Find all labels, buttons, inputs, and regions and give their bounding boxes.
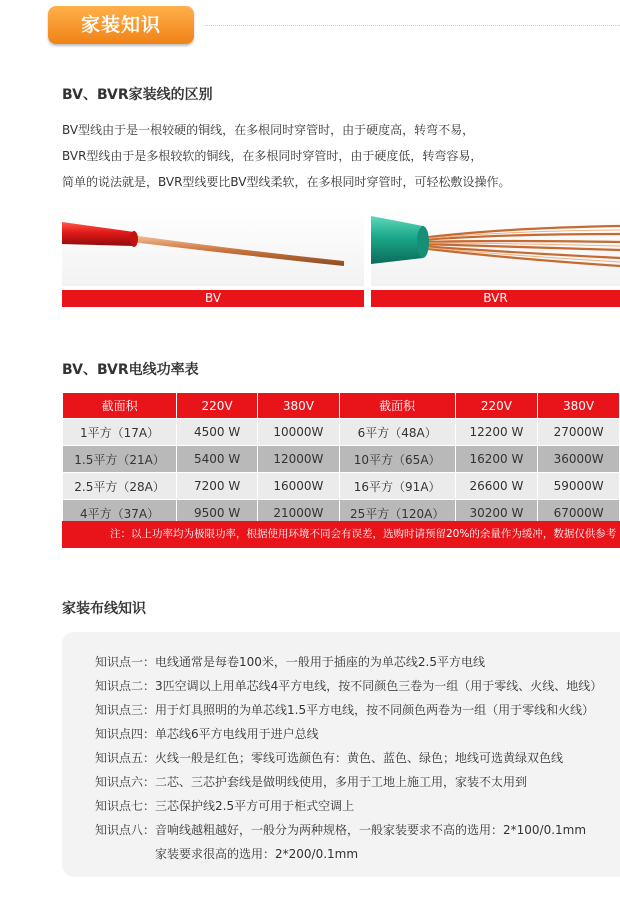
table-cell: 9500 W: [177, 500, 258, 527]
table-cell: 7200 W: [177, 473, 258, 500]
power-table: [62, 392, 620, 527]
knowledge-text: 音响线越粗越好，一般分为两种规格，一般家装要求不高的选用：2*100/0.1mm: [155, 823, 587, 837]
table-cell: 36000W: [538, 446, 620, 473]
description-line: 简单的说法就是，BVR型线要比BV型线柔软，在多根同时穿管时，可轻松敷设操作。: [62, 175, 511, 189]
knowledge-label: 知识点五：: [95, 751, 156, 765]
header-cell: 380V: [258, 393, 340, 419]
header-cell: 截面积: [339, 393, 455, 419]
knowledge-text: 二芯、三芯护套线是做明线使用，多用于工地上施工用，家装不太用到: [155, 775, 528, 789]
list-item: [95, 722, 602, 746]
table-cell: 16200 W: [455, 446, 538, 473]
table-header-row: [63, 393, 620, 419]
table-cell: 16平方（91A）: [339, 473, 455, 500]
power-table-note: [62, 521, 620, 548]
description-line: BV型线由于是一根较硬的铜线，在多根同时穿管时，由于硬度高，转弯不易，: [62, 123, 475, 137]
table-cell: 6平方（48A）: [339, 419, 455, 446]
knowledge-label: 知识点四：: [95, 727, 156, 741]
header-cell: 220V: [177, 393, 258, 419]
wiring-knowledge-title: 家装布线知识: [62, 601, 146, 617]
knowledge-label: 知识点七：: [95, 799, 156, 813]
note-text: 注：以上功率均为极限功率，根据使用环境不同会有误差，选购时请预留20%的余量作为缓冲，数据仅供参考: [110, 528, 617, 540]
knowledge-text: 用于灯具照明的为单芯线1.5平方电线，按不同颜色两卷为一组（用于零线和火线）: [155, 703, 595, 717]
table-cell: 4500 W: [177, 419, 258, 446]
table-cell: 27000W: [538, 419, 620, 446]
header-cell: 220V: [455, 393, 538, 419]
knowledge-continuation: 家装要求很高的选用：2*200/0.1mm: [155, 847, 359, 861]
bv-wire-illustration: [62, 208, 364, 286]
list-item: [95, 818, 602, 842]
bv-bvr-difference-title: BV、BVR家装线的区别: [62, 87, 213, 103]
table-cell: 10平方（65A）: [339, 446, 455, 473]
table-row: [63, 473, 620, 500]
table-cell: 4平方（37A）: [63, 500, 177, 527]
list-item: [95, 674, 602, 698]
bvr-wire-image: [371, 208, 620, 286]
knowledge-text: 火线一般是红色；零线可选颜色有：黄色、蓝色、绿色；地线可选黄绿双色线: [155, 751, 564, 765]
section-banner: [48, 6, 194, 44]
banner-divider: [205, 25, 620, 26]
table-cell: 26600 W: [455, 473, 538, 500]
knowledge-text: 三芯保护线2.5平方可用于柜式空调上: [155, 799, 355, 813]
list-item: [95, 650, 602, 674]
bv-bvr-description: [62, 117, 511, 195]
bvr-wire-illustration: [371, 208, 620, 286]
header-cell: 截面积: [63, 393, 177, 419]
table-cell: 12200 W: [455, 419, 538, 446]
table-row: [63, 419, 620, 446]
knowledge-label: 知识点六：: [95, 775, 156, 789]
bvr-label: BVR: [371, 290, 620, 307]
knowledge-text: 3匹空调以上用单芯线4平方电线，按不同颜色三卷为一组（用于零线、火线、地线）: [155, 679, 603, 693]
table-cell: 16000W: [258, 473, 340, 500]
table-cell: 59000W: [538, 473, 620, 500]
knowledge-label: 知识点三：: [95, 703, 156, 717]
knowledge-label: 知识点八：: [95, 823, 156, 837]
table-cell: 25平方（120A）: [339, 500, 455, 527]
knowledge-list: [95, 650, 602, 866]
table-cell: 30200 W: [455, 500, 538, 527]
bv-label: BV: [62, 290, 364, 307]
header-cell: 380V: [538, 393, 620, 419]
table-cell: 21000W: [258, 500, 340, 527]
list-item: [95, 770, 602, 794]
knowledge-text: 电线通常是每卷100米，一般用于插座的为单芯线2.5平方电线: [155, 655, 485, 669]
table-cell: 67000W: [538, 500, 620, 527]
table-cell: 5400 W: [177, 446, 258, 473]
knowledge-label: 知识点二：: [95, 679, 156, 693]
list-item: [95, 746, 602, 770]
table-cell: 1平方（17A）: [63, 419, 177, 446]
knowledge-text: 单芯线6平方电线用于进户总线: [155, 727, 319, 741]
table-row: [63, 446, 620, 473]
bv-wire-image: [62, 208, 364, 286]
table-cell: 2.5平方（28A）: [63, 473, 177, 500]
knowledge-label: 知识点一：: [95, 655, 156, 669]
power-table-title: BV、BVR电线功率表: [62, 362, 199, 378]
list-item: [95, 698, 602, 722]
description-line: BVR型线由于是多根较软的铜线，在多根同时穿管时，由于硬度低，转弯容易，: [62, 149, 483, 163]
table-cell: 1.5平方（21A）: [63, 446, 177, 473]
list-item: [95, 794, 602, 818]
table-cell: 12000W: [258, 446, 340, 473]
table-cell: 10000W: [258, 419, 340, 446]
banner-title: 家装知识: [80, 14, 161, 36]
